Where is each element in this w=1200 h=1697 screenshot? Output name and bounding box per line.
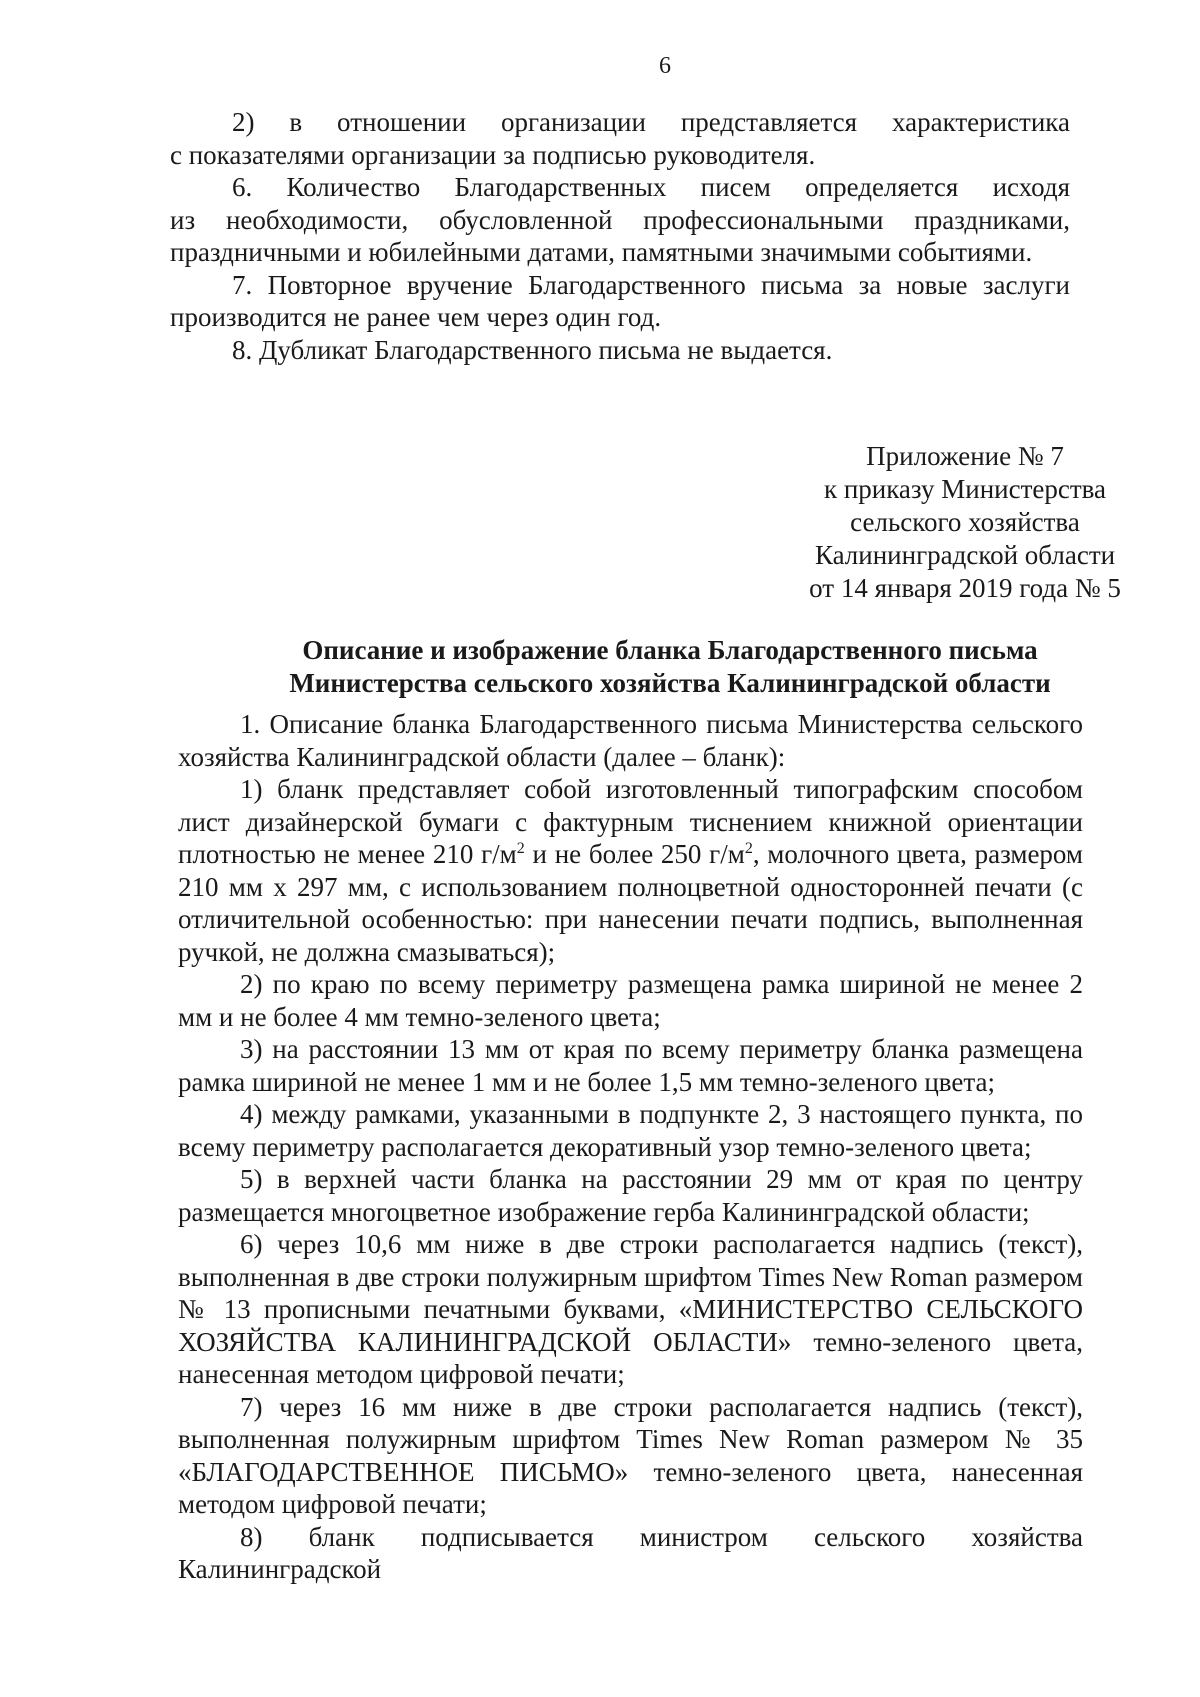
- text-run: и не более 250 г/м: [524, 839, 745, 869]
- superscript: 2: [516, 840, 525, 857]
- title-line: Министерства сельского хозяйства Калининградской области: [289, 668, 1051, 698]
- paragraph: [178, 773, 1083, 968]
- appendix-line: Приложение № 7: [866, 441, 1064, 471]
- paragraph-line: из необходимости, обусловленной профессиональными праздниками,: [170, 204, 1070, 235]
- paragraph: 6) через 10,6 мм ниже в две строки располагается надпись (текст), выполненная в две строки полужирным шрифтом Times New Roman размером № 13 прописными печатными буквами, «МИНИСТЕРСТВО СЕЛЬСКОГО ХОЗЯЙСТВА КАЛИНИНГРАДСКОЙ ОБЛАСТИ» темно-зеленого цвета, нанесенная методом цифровой печати;: [178, 1229, 1083, 1389]
- appendix-line: к приказу Министерства: [823, 474, 1107, 504]
- paragraph: 4) между рамками, указанными в подпункте 2, 3 настоящего пункта, по всему периметру располагается декоративный узор темно-зеленого цвета;: [178, 1099, 1083, 1162]
- paragraph: 8) бланк подписывается министром сельского хозяйства Калининградской: [178, 1521, 1083, 1584]
- paragraph: 5) в верхней части бланка на расстоянии 29 мм от края по центру размещается многоцветное изображение герба Калининградской области;: [178, 1164, 1083, 1227]
- appendix-line: сельского хозяйства: [850, 507, 1080, 537]
- paragraph-line: с показателями организации за подписью руководителя.: [170, 139, 816, 170]
- text-run: , молочного цвета, размером 210 мм х 297 мм, с использованием полноцветной односторонней печати (с отличительной особенностью: при нанесении печати подпись, выполненная ручкой, не должна смазываться);: [178, 839, 1084, 967]
- appendix-block: [770, 440, 1160, 605]
- paragraph-line: 7. Повторное вручение Благодарственного письма за новые заслуги: [232, 269, 1070, 300]
- body-section: [178, 708, 1083, 1586]
- page-number: 6: [659, 53, 671, 79]
- paragraph-line: 2) в отношении организации представляется характеристика: [232, 107, 1070, 137]
- paragraph-line: праздничными и юбилейными датами, памятными значимыми событиями.: [170, 237, 1033, 267]
- appendix-line: Калининградской области: [814, 540, 1116, 570]
- top-section: [170, 106, 1070, 366]
- paragraph: 3) на расстоянии 13 мм от края по всему периметру бланка размещена рамка шириной не менее 1 мм и не более 1,5 мм темно-зеленого цвета;: [178, 1034, 1083, 1097]
- paragraph-line: 8. Дубликат Благодарственного письма не выдается.: [232, 334, 833, 365]
- paragraph-line: 6. Количество Благодарственных писем определяется исходя: [232, 172, 1070, 202]
- document-title: [180, 634, 1160, 700]
- title-line: Описание и изображение бланка Благодарственного письма: [302, 635, 1038, 665]
- paragraph: 2) по краю по всему периметру размещена рамка шириной не менее 2 мм и не более 4 мм темно-зеленого цвета;: [178, 969, 1083, 1032]
- paragraph-line: производится не ранее чем через один год.: [170, 302, 662, 332]
- paragraph: 1. Описание бланка Благодарственного письма Министерства сельского хозяйства Калининградской области (далее – бланк):: [178, 709, 1083, 772]
- appendix-line: от 14 января 2019 года № 5: [809, 573, 1121, 603]
- paragraph: 7) через 16 мм ниже в две строки располагается надпись (текст), выполненная полужирным шрифтом Times New Roman размером № 35 «БЛАГОДАРСТВЕННОЕ ПИСЬМО» темно-зеленого цвета, нанесенная методом цифровой печати;: [178, 1391, 1083, 1519]
- text-run: 1) бланк представляет собой изготовленный типографским способом лист дизайнерской бумаги с фактурным тиснением книжной ориентации плотностью не менее 210 г/м: [178, 774, 1083, 869]
- superscript: 2: [744, 840, 753, 857]
